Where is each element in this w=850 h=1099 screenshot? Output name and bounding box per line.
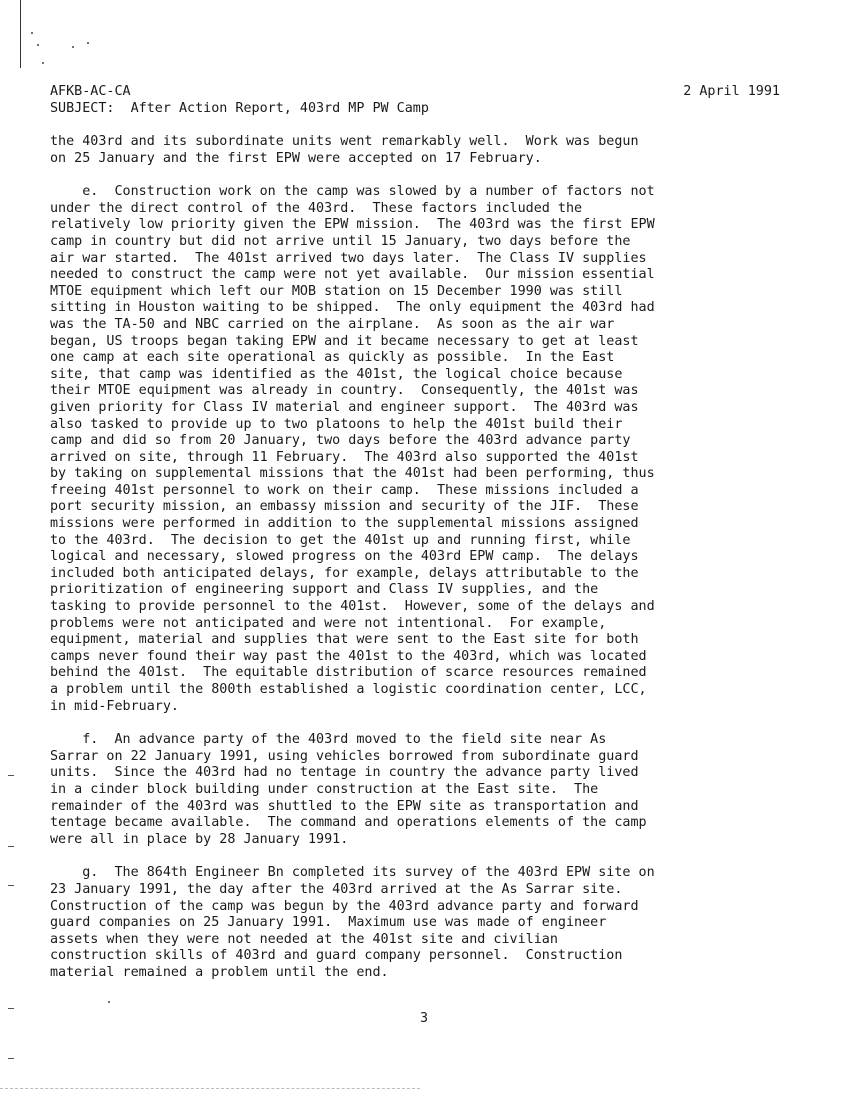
text-line: construction skills of 403rd and guard company personnel. Construction [50, 948, 623, 964]
text-line: freeing 401st personnel to work on their camp. These missions included a [50, 482, 639, 498]
text-line: by taking on supplemental missions that the 401st had been performing, thus [50, 466, 655, 482]
text-line: tasking to provide personnel to the 401st. However, some of the delays and [50, 599, 655, 615]
text-line: port security mission, an embassy mission and security of the JIF. These [50, 499, 639, 515]
scan-edge-mark [8, 1008, 14, 1009]
text-line: air war started. The 401st arrived two days later. The Class IV supplies [50, 250, 647, 266]
text-line: guard companies on 25 January 1991. Maximum use was made of engineer [50, 915, 607, 931]
scan-edge-mark [8, 846, 14, 847]
text-line: behind the 401st. The equitable distribution of scarce resources remained [50, 665, 647, 681]
text-line: prioritization of engineering support and Class IV supplies, and the [50, 582, 599, 598]
binding-edge-line [20, 0, 21, 68]
text-line: needed to construct the camp were not yet available. Our mission essential [50, 267, 655, 283]
scan-speck [72, 46, 74, 48]
paragraph-g [50, 865, 830, 981]
text-line: in a cinder block building under construction at the East site. The [50, 781, 599, 797]
paragraph-f [50, 732, 830, 848]
text-line: included both anticipated delays, for example, delays attributable to the [50, 565, 639, 581]
memo-body [50, 134, 830, 999]
text-line: equipment, material and supplies that were sent to the East site for both [50, 632, 639, 648]
text-line: tentage became available. The command and operations elements of the camp [50, 815, 647, 831]
text-line: camps never found their way past the 401st to the 403rd, which was located [50, 648, 647, 664]
paragraph-continuation [50, 134, 830, 167]
text-line: material remained a problem until the end. [50, 964, 389, 980]
text-line: a problem until the 800th established a logistic coordination center, LCC, [50, 682, 647, 697]
scan-speck [42, 62, 44, 64]
subject-line: SUBJECT: After Action Report, 403rd MP PW Camp [50, 101, 429, 116]
text-line: assets when they were not needed at the 401st site and civilian [50, 931, 558, 947]
scan-edge-mark [8, 775, 14, 776]
text-line: under the direct control of the 403rd. These factors included the [50, 200, 583, 216]
text-line: Sarrar on 22 January 1991, using vehicles borrowed from subordinate guard [50, 748, 639, 764]
text-line: e. Construction work on the camp was slowed by a number of factors not [50, 184, 655, 200]
memo-date: 2 April 1991 [683, 84, 780, 99]
text-line: were all in place by 28 January 1991. [50, 831, 349, 847]
scan-speck [87, 42, 89, 44]
page-number: 3 [420, 1011, 429, 1026]
text-line: sitting in Houston waiting to be shipped. The only equipment the 403rd had [50, 300, 655, 316]
text-line: g. The 864th Engineer Bn completed its survey of the 403rd EPW site on [50, 865, 655, 881]
text-line: relatively low priority given the EPW mission. The 403rd was the first EPW [50, 217, 655, 233]
text-line: in mid-February. [50, 698, 179, 714]
text-line: camp in country but did not arrive until 15 January, two days before the [50, 233, 631, 249]
scan-footer-rule [0, 1088, 420, 1089]
text-line: MTOE equipment which left our MOB station on 15 December 1990 was still [50, 283, 623, 299]
office-symbol: AFKB-AC-CA [50, 84, 131, 99]
paragraph-e [50, 184, 830, 715]
text-line: was the TA-50 and NBC carried on the airplane. As soon as the air war [50, 316, 615, 332]
text-line: began, US troops began taking EPW and it became necessary to get at least [50, 333, 639, 349]
text-line: remainder of the 403rd was shuttled to the EPW site as transportation and [50, 798, 639, 814]
text-line: camp and did so from 20 January, two days before the 403rd advance party [50, 433, 631, 449]
text-line: arrived on site, through 11 February. The 403rd also supported the 401st [50, 449, 639, 465]
text-line: 23 January 1991, the day after the 403rd arrived at the As Sarrar site. [50, 881, 623, 897]
text-line: one camp at each site operational as quickly as possible. In the East [50, 350, 615, 366]
text-line: to the 403rd. The decision to get the 401st up and running first, while [50, 532, 631, 548]
scan-speck [37, 44, 39, 46]
text-line: missions were performed in addition to the supplemental missions assigned [50, 516, 639, 532]
text-line: units. Since the 403rd had no tentage in country the advance party lived [50, 765, 639, 781]
text-line: logical and necessary, slowed progress on the 403rd EPW camp. The delays [50, 549, 639, 565]
scan-speck [31, 32, 33, 34]
text-line: Construction of the camp was begun by the 403rd advance party and forward [50, 898, 639, 914]
text-line: given priority for Class IV material and engineer support. The 403rd was [50, 399, 639, 415]
text-line: also tasked to provide up to two platoons to help the 401st build their [50, 416, 623, 432]
text-line: site, that camp was identified as the 401st, the logical choice because [50, 366, 623, 382]
scan-edge-mark [8, 885, 14, 886]
text-line: f. An advance party of the 403rd moved to the field site near As [50, 732, 607, 748]
scan-edge-mark [8, 1058, 14, 1059]
text-line: the 403rd and its subordinate units went remarkably well. Work was begun [50, 134, 639, 149]
text-line: on 25 January and the first EPW were accepted on 17 February. [50, 150, 542, 166]
text-line: problems were not anticipated and were not intentional. For example, [50, 615, 607, 631]
scan-speck [108, 1001, 110, 1003]
text-line: their MTOE equipment was already in country. Consequently, the 401st was [50, 383, 639, 399]
